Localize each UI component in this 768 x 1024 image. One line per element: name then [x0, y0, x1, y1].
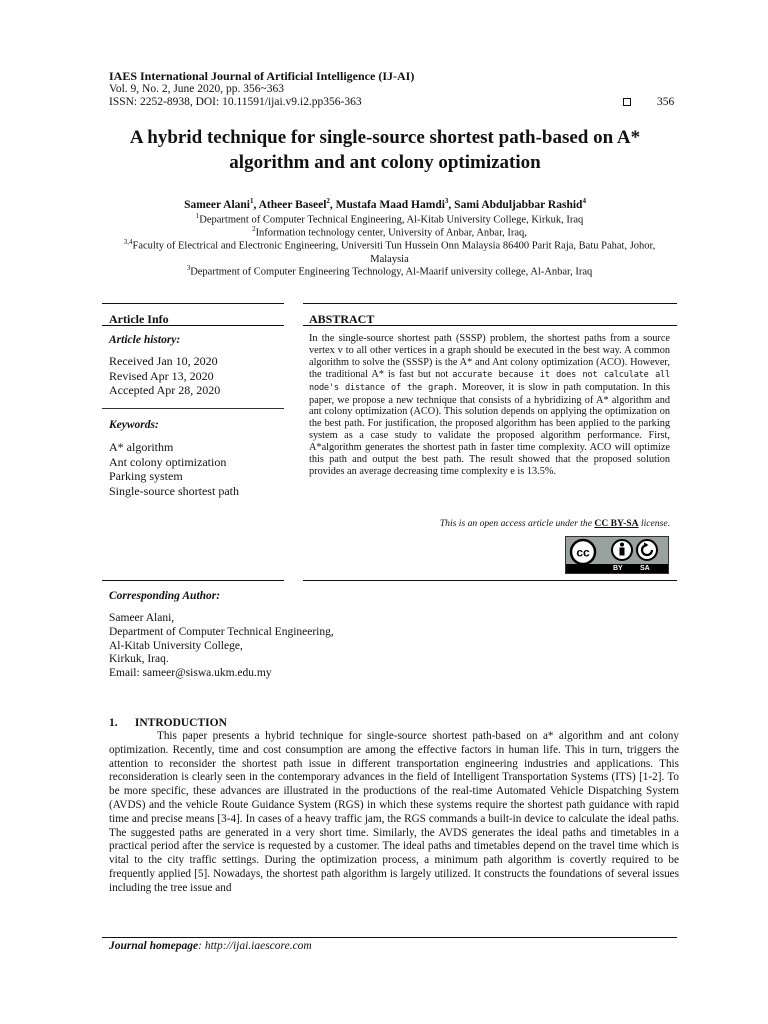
history-item: Received Jan 10, 2020 — [109, 354, 218, 368]
corresponding-email: Email: sameer@siswa.ukm.edu.my — [109, 667, 272, 680]
corresponding-line: Sameer Alani, — [109, 612, 175, 624]
abstract-body: In the single-source shortest path (SSSP) problem, the shortest paths from a source vertex v to all other vertices in a graph should be executed in the best way. A common algorithm to solve the (SSSP) is the A* and Ant colony optimization (ACO). However, the traditional A* is fast but not accurate because it does not calculate all node's distance of the graph. Moreover, it is slow in path computation. In this paper, we propose a new technique that consists of a hybridizing of A* algorithm and ant colony optimization (ACO). This solution depends on applying the optimization on the best path. For justification, the proposed algorithm has been applied to the parking system as a case study to validate the proposed algorithm performance. First, A*algorithm generates the shortest path in faster time complexity. ACO will optimize this path and output the best path. The result showed that the proposed solution provides an average decreasing time complexity e is 13.5%. — [309, 333, 671, 477]
badge-strip: BY SA — [566, 564, 668, 573]
affiliation: $^1$Department of Computer Technical Engineering, Al-Kitab University College, Kirkuk, Iraq — [195, 212, 584, 226]
author: Mustafa Maad Hamdi$^3$, — [335, 197, 455, 211]
history-item: Accepted Apr 28, 2020 — [109, 383, 221, 397]
homepage-url[interactable]: : http://ijai.iaescore.com — [198, 940, 312, 952]
journal-homepage: Journal homepage: http://ijai.iaescore.com — [109, 940, 312, 952]
keyword-item: A* algorithm — [109, 440, 174, 454]
cc-by-sa-badge-icon[interactable] — [565, 536, 669, 574]
page-number: 356 — [657, 96, 675, 108]
divider — [303, 580, 677, 581]
corresponding-line: Department of Computer Technical Engineering, — [109, 625, 334, 638]
author-list — [60, 197, 710, 211]
abstract-heading: ABSTRACT — [309, 312, 375, 326]
title-line-2: algorithm and ant colony optimization — [229, 152, 541, 173]
keywords-label: Keywords: — [109, 419, 159, 431]
introduction-heading: 1. INTRODUCTION — [109, 717, 227, 729]
cc-symbols-icon — [566, 537, 670, 566]
divider — [102, 408, 284, 409]
volume-info: Vol. 9, No. 2, June 2020, pp. 356~363 — [109, 83, 284, 95]
abstract-mono-text: accurate because it does not calculate all node's distance of the graph. — [309, 369, 670, 393]
license-note: This is an open access article under the CC BY-SA license. — [439, 518, 670, 529]
introduction-body: This paper presents a hybrid technique for single-source shortest path-based on a* algorithm and ant colony optimization. Recently, time and cost consumption are among the effective factors in human life. This in turn, triggers the attention to reconsider the shortest path issue in different transportation engineering industries and applications. This reconsideration is clearly seen in the contemporary advances in the field of Intelligent Transportation Systems (ITS) [1-2]. To be more specific, these advances are illustrated in the productions of the real-time Automated Vehicle Dispatching System (AVDS) and the vehicle Route Guidance System (RGS) in which these systems require the shortest path guidance with rapid time and precise means [3-4]. In cases of a heavy traffic jam, the RGS commands a built-in device to calculate the ideal paths. The suggested paths are generated in a very short time. Similarly, the AVDS generates the ideal paths and timetables in a practical period after the service is requested by a customer. The ideal paths and timetables depend on the travel time which is vital to the city traffic settings. During the optimization process, a minimum path algorithm is covertly required to be frequently applied [5]. Nowadays, the shortest path algorithm is largely utilized. It constructs the foundations of several issues including the tree issue and — [109, 730, 679, 894]
footer-divider — [102, 937, 677, 938]
keyword-list — [109, 440, 239, 498]
affiliation: $^3$Department of Computer Engineering Technology, Al-Maarif university college, Al-Anbar, Iraq — [186, 264, 593, 278]
keyword-item: Single-source shortest path — [109, 483, 239, 498]
history-item: Revised Apr 13, 2020 — [109, 368, 214, 383]
cc-by-sa-link[interactable]: CC BY-SA — [594, 518, 639, 529]
affiliation: $^{3,4}$Faculty of Electrical and Electronic Engineering, Universiti Tun Hussein Onn Malaysia 86400 Parit Raja, Batu Pahat, Johor, Malaysia — [123, 238, 656, 265]
square-bullet-icon — [623, 98, 631, 106]
article-history — [109, 354, 220, 398]
divider — [102, 303, 284, 304]
article-history-label: Article history: — [109, 334, 181, 346]
divider — [303, 303, 677, 304]
title-line-1: A hybrid technique for single-source shortest path-based on A* — [129, 127, 641, 148]
divider — [102, 580, 284, 581]
affiliation: $^2$Information technology center, University of Anbar, Anbar, Iraq, — [252, 225, 527, 239]
author: Sami Abduljabbar Rashid$^4$ — [454, 197, 586, 211]
corresponding-author-label: Corresponding Author: — [109, 590, 221, 602]
corresponding-line: Al-Kitab University College, — [109, 639, 243, 652]
svg-text:cc: cc — [576, 545, 590, 560]
paper-title — [60, 125, 710, 175]
article-info-heading: Article Info — [109, 312, 169, 326]
keyword-item: Ant colony optimization — [109, 454, 227, 469]
author: Atheer Baseel$^2$, — [258, 197, 336, 211]
author: Sameer Alani$^1$, — [184, 197, 259, 211]
keyword-item: Parking system — [109, 469, 183, 483]
corresponding-author-details — [109, 612, 334, 681]
issn-doi: ISSN: 2252-8938, DOI: 10.11591/ijai.v9.i2.pp356-363 — [109, 96, 362, 108]
journal-name: IAES International Journal of Artificial Intelligence (IJ-AI) — [109, 69, 415, 83]
corresponding-line: Kirkuk, Iraq. — [109, 653, 169, 666]
